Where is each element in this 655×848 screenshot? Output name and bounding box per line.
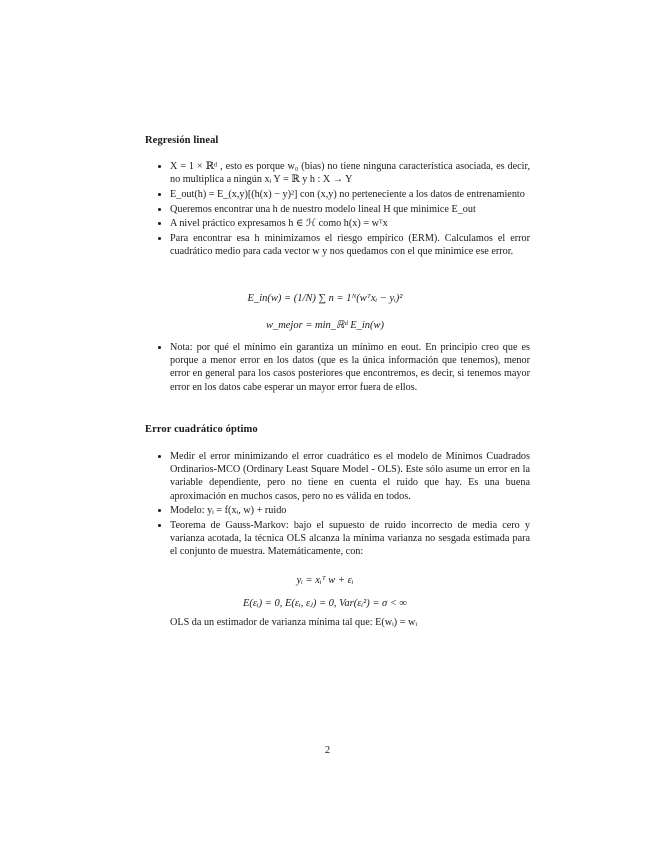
closing-line: OLS da un estimador de varianza mínima tal que: E(wᵢ) = wᵢ xyxy=(170,617,417,628)
bullet-list-regresion xyxy=(155,160,530,260)
list-item: • Teorema de Gauss-Markov: bajo el supuesto de ruido incorrecto de media cero y varianza acotada, la técnica OLS alcanza la mínima varianza no sesgada estimada para el conjunto de muestra. Matemáticamente, con: xyxy=(170,519,530,559)
list-item: • Modelo: yᵢ = f(xᵢ, w) + ruido xyxy=(170,504,530,517)
list-item: • Queremos encontrar una h de nuestro modelo lineal H que minimice E_out xyxy=(170,203,530,216)
section-title-error-cuadratico: Error cuadrático óptimo xyxy=(145,424,258,435)
equation-assumptions: E(εᵢ) = 0, E(εᵢ, εⱼ) = 0, Var(εᵢ²) = σ < ∞ xyxy=(242,598,408,609)
equation-ein: E_in(w) = (1/N) ∑ n = 1ᴺ(wᵀxᵢ − yᵢ)² xyxy=(247,293,403,304)
list-item: • E_out(h) = E_(x,y)[(h(x) − y)²] con (x,y) no perteneciente a los datos de entrenamiento xyxy=(170,188,530,201)
section-title-regresion-lineal: Regresión lineal xyxy=(145,135,219,146)
list-item-nota: • Nota: por qué el mínimo ein garantiza un mínimo en eout. En principio creo que es porque a menor error en los datos (que es la única información que tenemos), menor error en general para los casos posteriores que encontremos, es decir, si tenemos mayor error en los datos cabe esperar un mayor error fuera de ellos. xyxy=(170,341,530,394)
list-item: • X = 1 × ℝᵈ , esto es porque w₀ (bias) no tiene ninguna característica asociada, es decir, no multiplica a ningún xᵢ Y = ℝ y h : X → Y xyxy=(170,160,530,186)
equation-wmejor: w_mejor = min_ℝᵈ E_in(w) xyxy=(265,320,385,331)
equation-model: yᵢ = xᵢᵀ w + εᵢ xyxy=(296,575,354,586)
list-item: • Medir el error minimizando el error cuadrático es el modelo de Mínimos Cuadrados Ordinarios-MCO (Ordinary Least Square Model - OLS). Este sólo asume un error en la variable dependiente, pero no tiene en cuenta el ruido que hay. Es una buena aproximación en muchos casos, pero no es válida en todos. xyxy=(170,450,530,503)
bullet-list-error xyxy=(155,450,530,560)
page-number: 2 xyxy=(324,745,331,756)
bullet-list-nota xyxy=(155,341,530,395)
list-item: • Para encontrar esa h minimizamos el riesgo empírico (ERM). Calculamos el error cuadrático medio para cada vector w y nos quedamos con el que minimice ese error. xyxy=(170,232,530,258)
list-item: • A nivel práctico expresamos h ∈ ℋ como h(x) = wᵀx xyxy=(170,217,530,230)
